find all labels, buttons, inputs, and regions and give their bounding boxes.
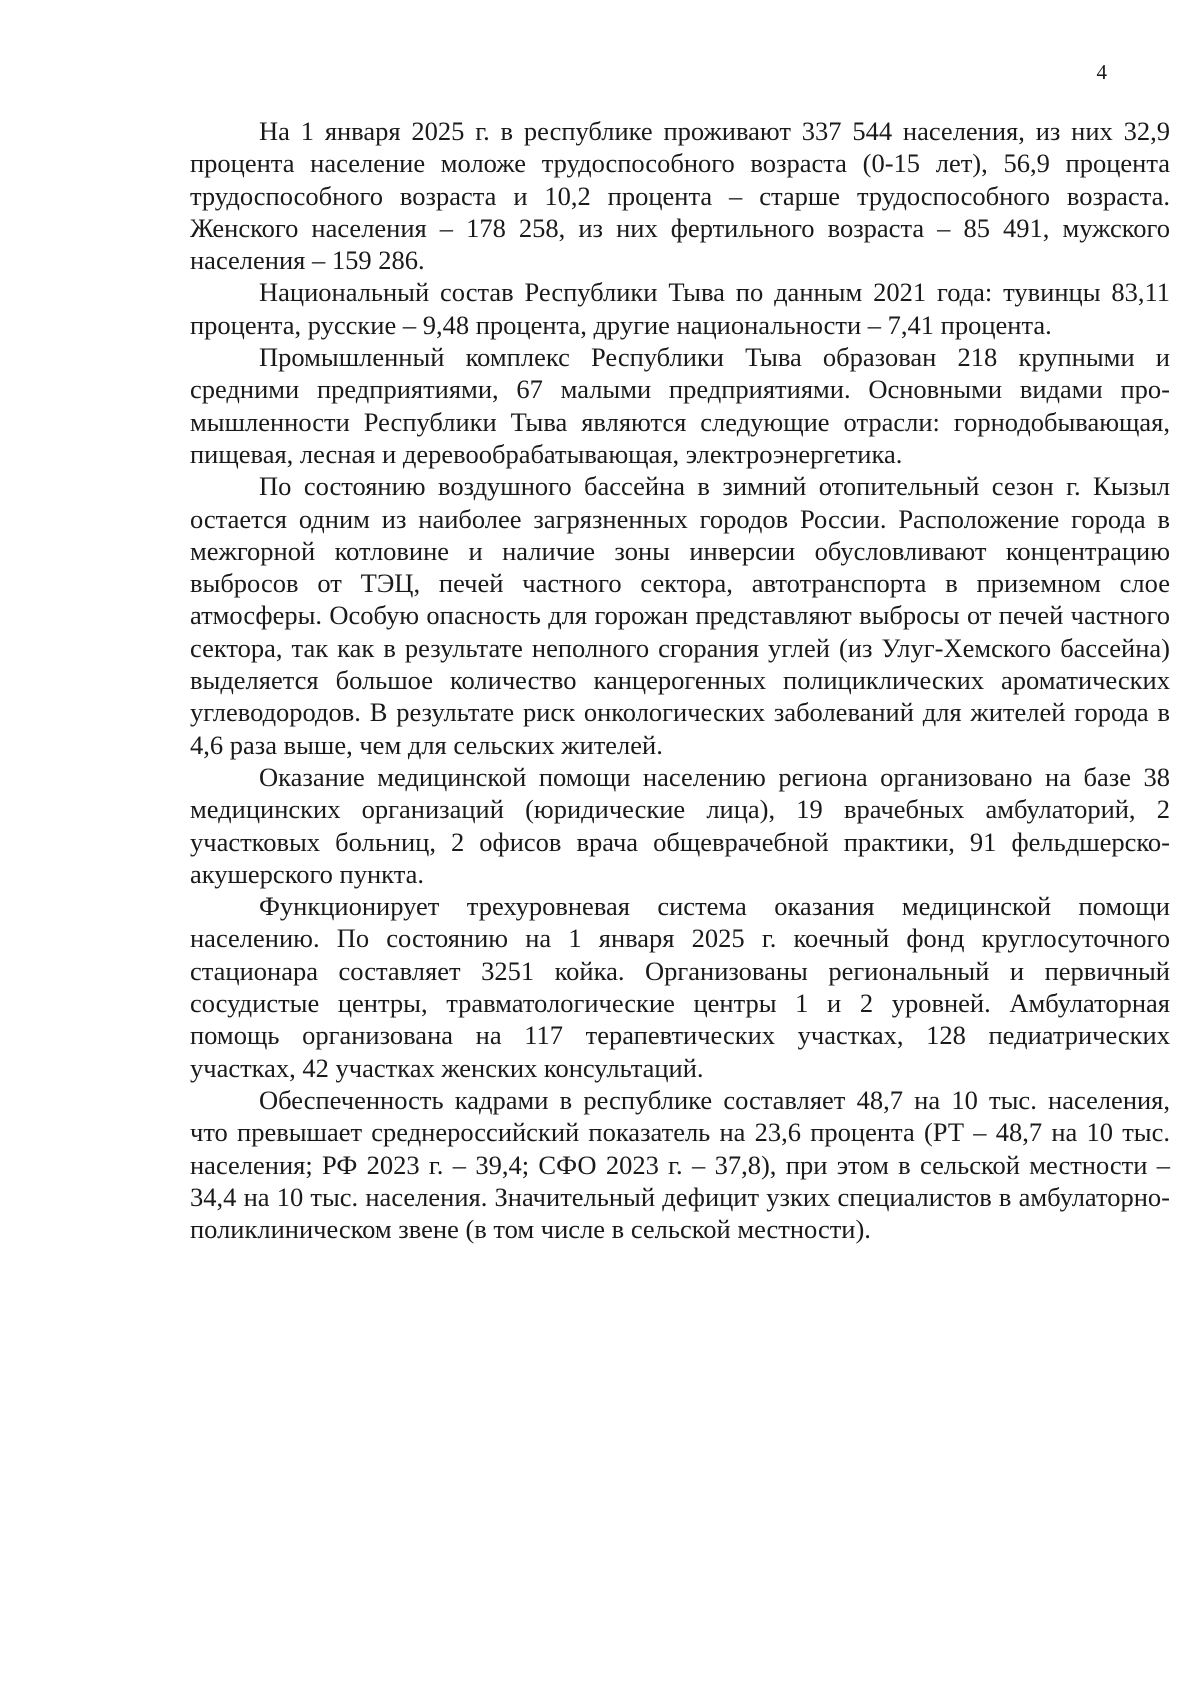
- paragraph-industry: Промышленный комплекс Республики Тыва образован 218 крупными и средними предприятиями, 67 малыми предприятиями. Основными видами промышленности Республики Тыва являются следующие отрасли: горнодобывающая, пищевая, лесная и деревообрабатывающая, электроэнергетика.: [190, 342, 1170, 469]
- document-body: [190, 115, 1170, 1245]
- paragraph-air-quality: По состоянию воздушного бассейна в зимний отопительный сезон г. Кызыл остается одним из наиболее загрязненных городов России. Расположение города в межгорной котловине и наличие зоны инверсии обусловливают концентрацию выбросов от ТЭЦ, печей частного сектора, автотранспорта в приземном слое атмосферы. Особую опасность для горожан представляют выбросы от печей частного сектора, так как в результате неполного сгорания углей (из Улуг-Хемского бассейна) выделяется большое количество канцерогенных полициклических ароматических углеводородов. В результате риск онкологических заболеваний для жителей города в 4,6 раза выше, чем для сельских жителей.: [190, 471, 1170, 760]
- page-number: 4: [1096, 60, 1107, 84]
- paragraph-population: На 1 января 2025 г. в республике проживают 337 544 населения, из них 32,9 процента население моложе трудоспособного возраста (0-15 лет), 56,9 процента трудоспособного возраста и 10,2 процента – старше трудоспособного возраста. Женского населения – 178 258, из них фертильного возраста – 85 491, мужского населения – 159 286.: [190, 116, 1170, 276]
- paragraph-care-system: Функционирует трехуровневая система оказания медицинской помощи населению. По состоянию на 1 января 2025 г. коечный фонд круглосуточного стационара составляет 3251 койка. Организованы региональный и первичный сосудистые центры, травматологические центры 1 и 2 уровней. Амбулаторная помощь организована на 117 терапевтических участках, 128 педиатрических участках, 42 участках женских консультаций.: [190, 891, 1170, 1083]
- paragraph-ethnic-composition: Национальный состав Республики Тыва по данным 2021 года: тувинцы 83,11 процента, русские – 9,48 процента, другие национальности – 7,41 процента.: [190, 277, 1170, 340]
- paragraph-medical-organizations: Оказание медицинской помощи населению региона организовано на базе 38 медицинских организаций (юридические лица), 19 врачебных амбулаторий, 2 участковых больниц, 2 офисов врача общеврачебной практики, 91 фельдшерско-акушерского пункта.: [190, 761, 1170, 889]
- paragraph-staffing: Обеспеченность кадрами в республике составляет 48,7 на 10 тыс. населения, что превышает среднероссийский показатель на 23,6 процента (РТ – 48,7 на 10 тыс. населения; РФ 2023 г. – 39,4; СФО 2023 г. – 37,8), при этом в сельской местности – 34,4 на 10 тыс. населения. Значительный дефицит узких специалистов в амбулаторно-поликлиническом звене (в том числе в сельской местности).: [190, 1084, 1170, 1245]
